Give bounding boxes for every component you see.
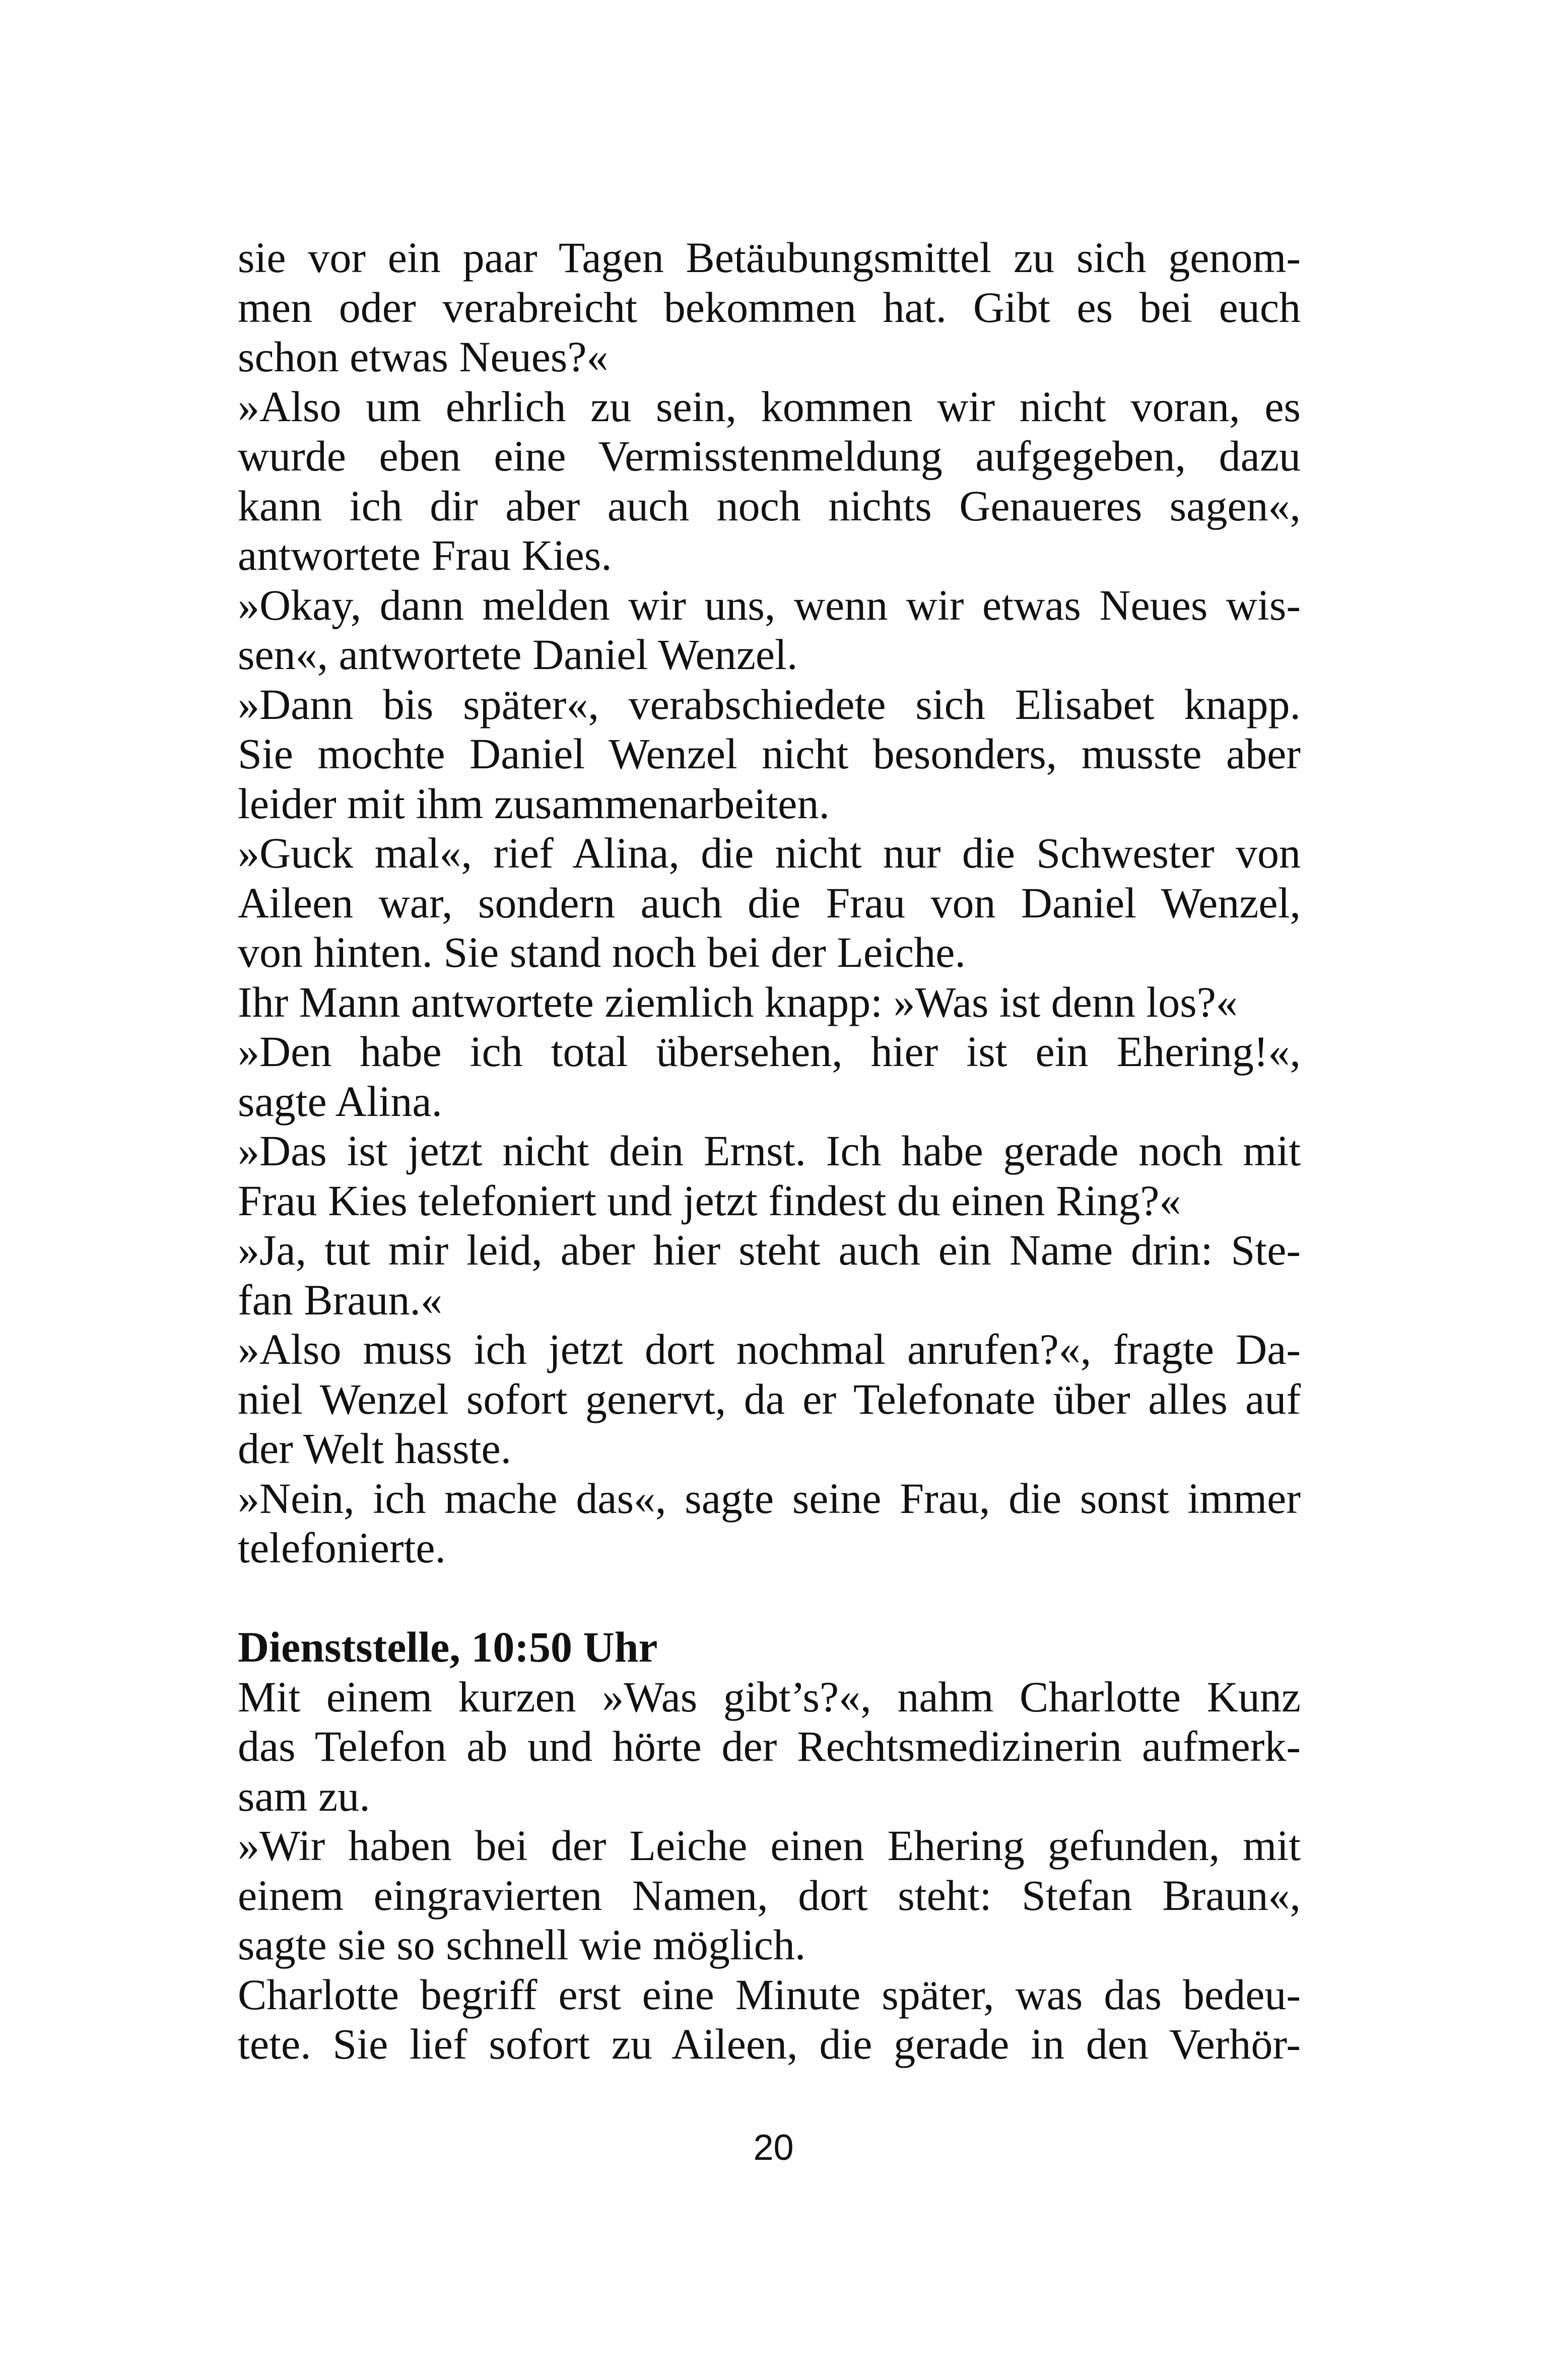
text-line: sie vor ein paar Tagen Betäubungsmittel zu sich genom- [238,233,1301,282]
text-line: Ihr Mann antwortete ziemlich knapp: »Was ist denn los?« [238,977,1238,1026]
text-line: wurde eben eine Vermisstenmeldung aufgegeben, dazu [238,432,1301,480]
text-line: sagte Alina. [238,1077,443,1126]
text-line: Mit einem kurzen »Was gibt’s?«, nahm Charlotte Kunz [238,1672,1301,1721]
blank-line [238,1573,1301,1623]
text-line: Charlotte begriff erst eine Minute später, was das bedeu- [238,1970,1301,2019]
section-heading: Dienststelle, 10:50 Uhr [238,1623,658,1671]
text-line: leider mit ihm zusammenarbeiten. [238,779,830,828]
text-line: kann ich dir aber auch noch nichts Genaueres sagen«, [238,481,1301,530]
text-line: »Okay, dann melden wir uns, wenn wir etwas Neues wis- [238,580,1301,629]
text-line: »Also um ehrlich zu sein, kommen wir nicht voran, es [238,382,1301,431]
text-line: »Ja, tut mir leid, aber hier steht auch ein Name drin: Ste- [238,1226,1301,1274]
text-line: »Also muss ich jetzt dort nochmal anrufen?«, fragte Da- [238,1325,1301,1373]
text-line: men oder verabreicht bekommen hat. Gibt es bei euch [238,283,1301,332]
text-line: sam zu. [238,1771,370,1820]
text-line: »Wir haben bei der Leiche einen Ehering gefunden, mit [238,1821,1301,1870]
text-line: einem eingravierten Namen, dort steht: Stefan Braun«, [238,1871,1301,1920]
text-line: fan Braun.« [238,1275,442,1324]
text-line: Aileen war, sondern auch die Frau von Daniel Wenzel, [238,878,1301,927]
body-text [238,233,1301,2069]
text-line: »Nein, ich mache das«, sagte seine Frau, die sonst immer [238,1474,1301,1523]
text-line: Frau Kies telefoniert und jetzt findest du einen Ring?« [238,1176,1181,1225]
text-line: der Welt hasste. [238,1424,512,1473]
text-line: von hinten. Sie stand noch bei der Leiche. [238,928,966,976]
text-line: »Guck mal«, rief Alina, die nicht nur die Schwester von [238,829,1301,877]
text-line: schon etwas Neues?« [238,333,609,381]
text-line: »Das ist jetzt nicht dein Ernst. Ich habe gerade noch mit [238,1127,1301,1175]
text-line: sagte sie so schnell wie möglich. [238,1921,806,1969]
text-line: sen«, antwortete Daniel Wenzel. [238,630,798,679]
text-line: Sie mochte Daniel Wenzel nicht besonders, musste aber [238,730,1301,778]
text-line: niel Wenzel sofort genervt, da er Telefonate über alles auf [238,1374,1301,1423]
text-line: antwortete Frau Kies. [238,531,612,579]
text-line: tete. Sie lief sofort zu Aileen, die gerade in den Verhör- [238,2020,1301,2068]
text-line: »Den habe ich total übersehen, hier ist ein Ehering!«, [238,1027,1301,1076]
text-line: »Dann bis später«, verabschiedete sich Elisabet knapp. [238,680,1301,729]
text-line: telefonierte. [238,1524,446,1572]
page-number: 20 [753,2128,794,2168]
text-line: das Telefon ab und hörte der Rechtsmedizinerin aufmerk- [238,1722,1301,1770]
